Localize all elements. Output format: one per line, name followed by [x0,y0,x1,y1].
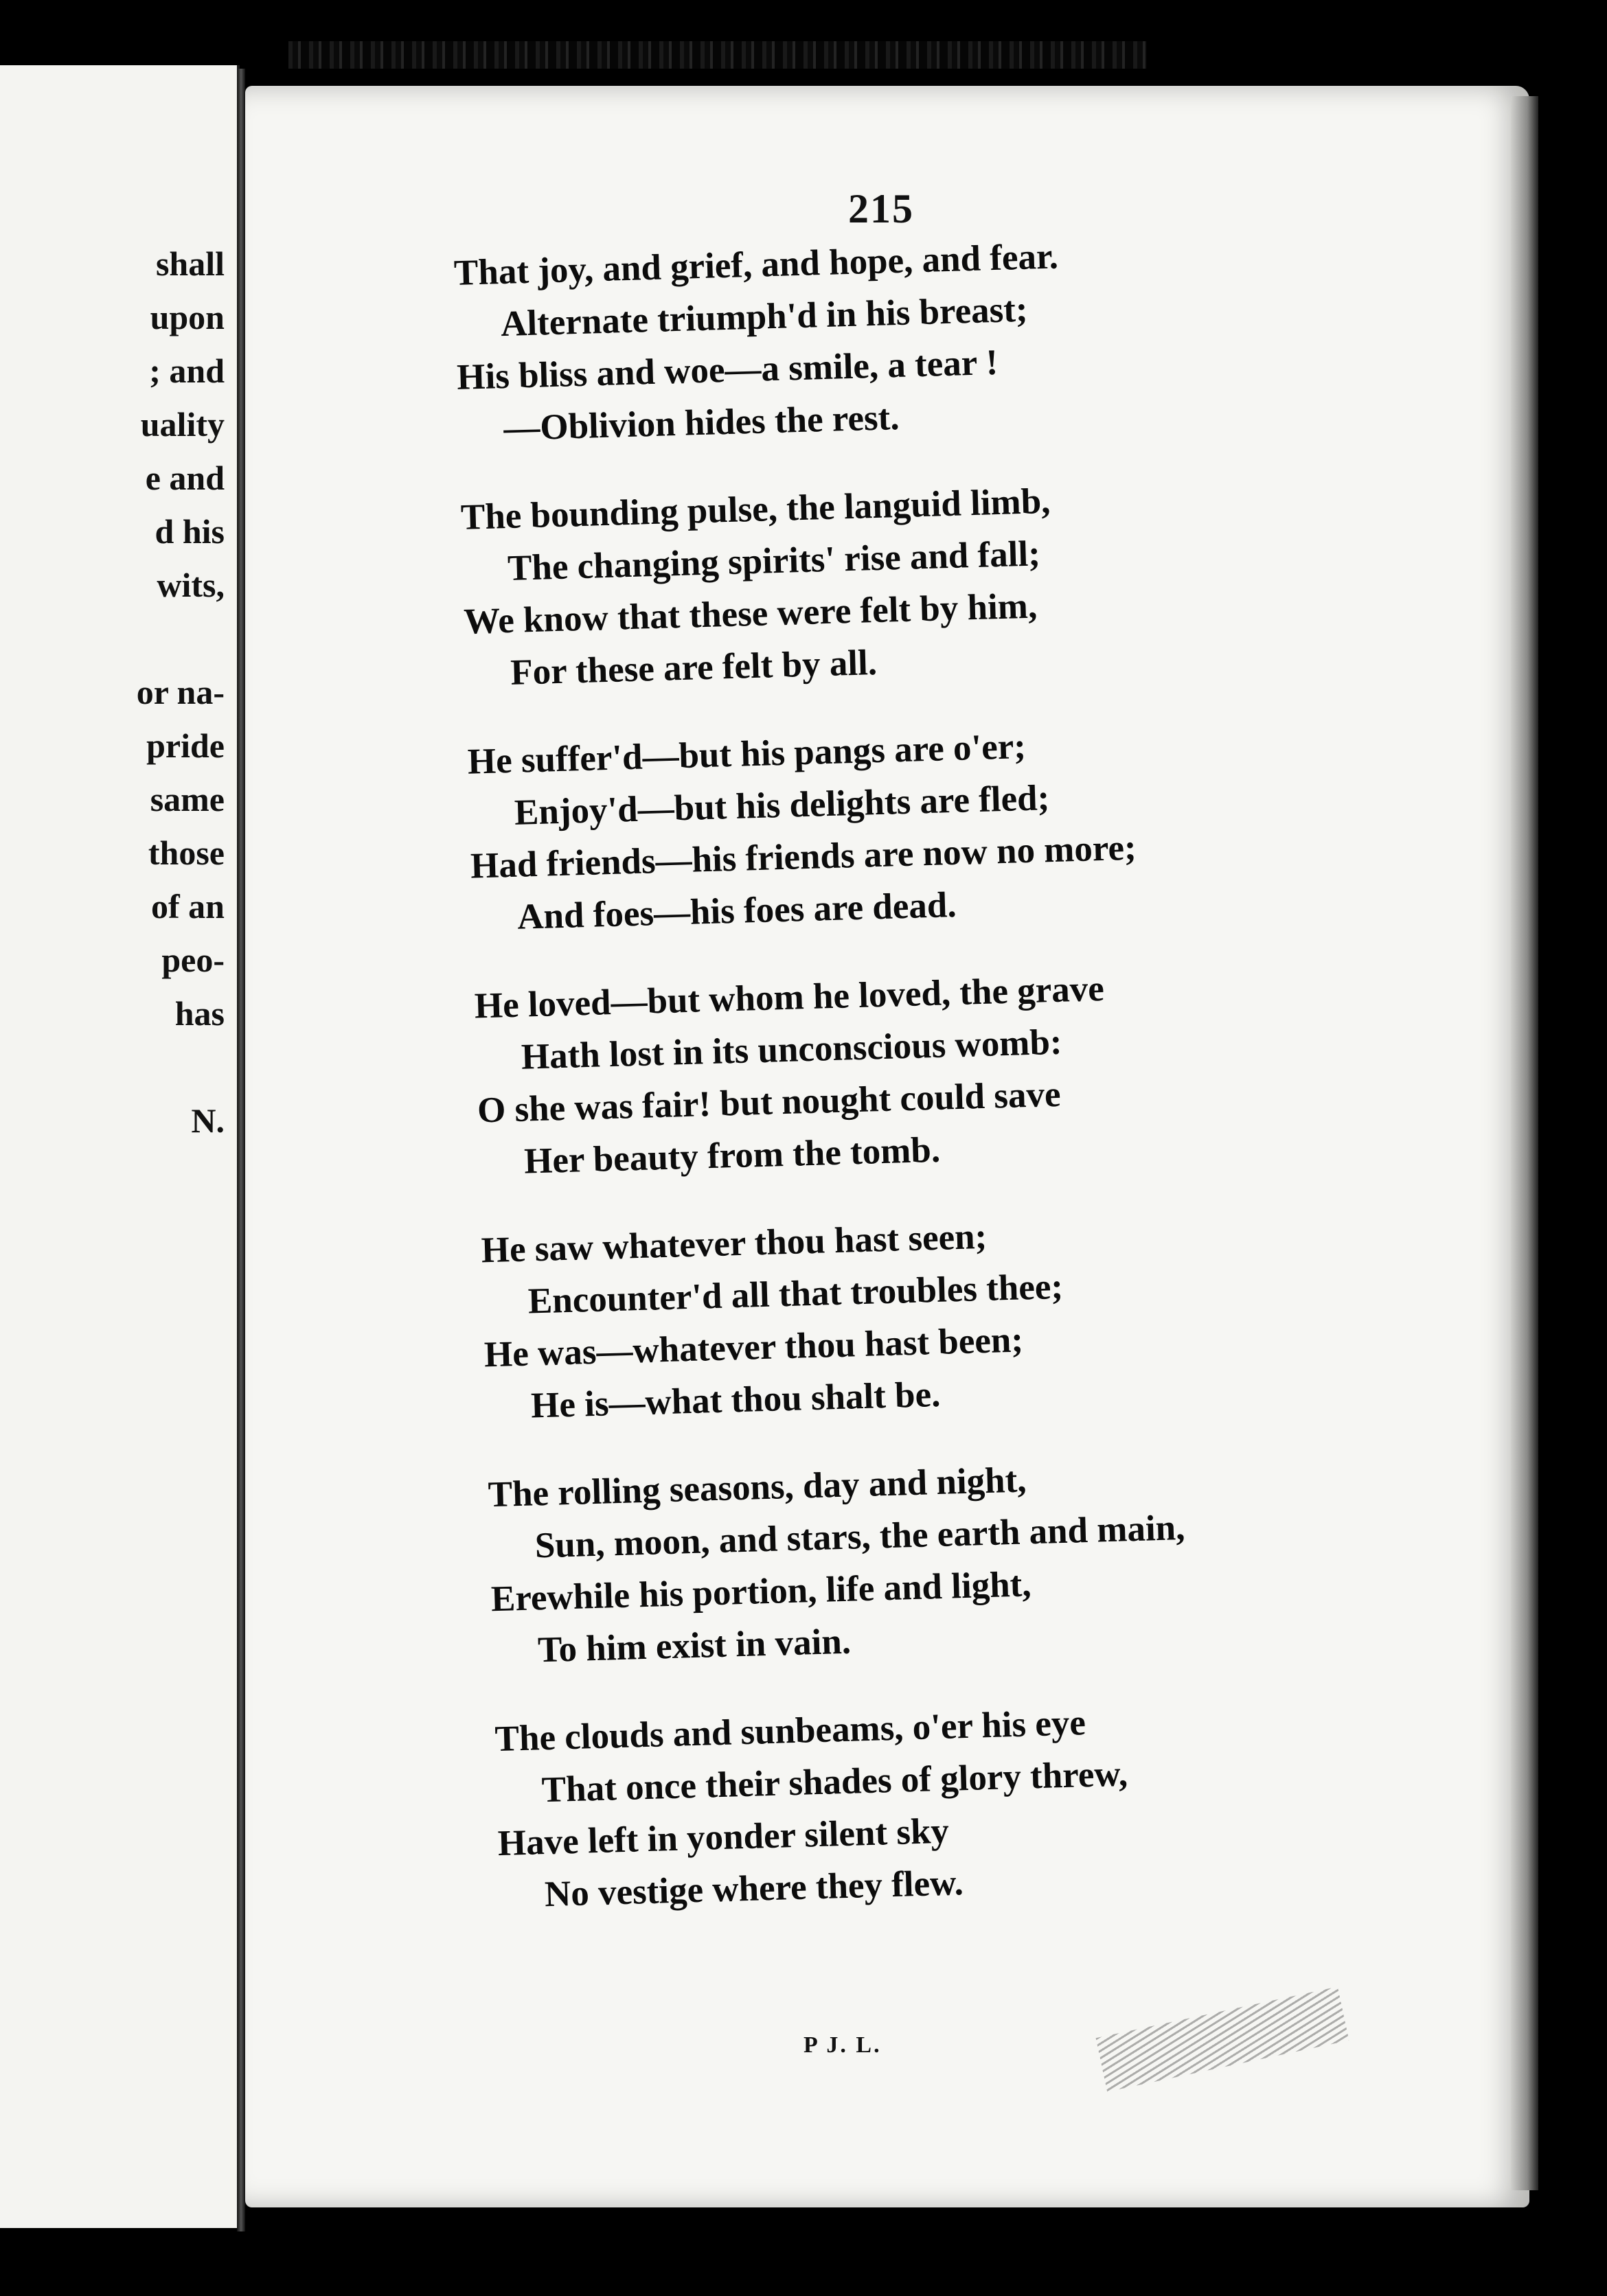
poem-line: He suffer'd—but his pangs are o'er; [467,726,1027,782]
fragment-line: e and [145,459,225,497]
poem-line: No vestige where they flew. [544,1863,964,1915]
poem-line: To him exist in vain. [537,1621,852,1671]
poem-line: Sun, moon, and stars, the earth and main, [534,1507,1186,1566]
fragment-line: those [148,834,225,872]
stanza-5 [481,1199,1379,1433]
poem-line: Hath lost in its unconscious womb: [521,1022,1063,1077]
fragment-line: pride [146,726,225,765]
fragment-line: same [150,780,225,818]
previous-page-text-fragments [137,237,225,1147]
scan-top-border [288,41,1147,69]
poem-line: Her beauty from the tomb. [523,1129,941,1182]
poem-line: He saw whatever thou hast seen; [481,1216,988,1271]
poem-line: Encounter'd all that troubles thee; [527,1266,1064,1322]
stanza-1 [453,222,1352,456]
poem-line: We know that these were felt by him, [463,586,1038,642]
poem-line: He was—whatever thou hast been; [483,1320,1024,1375]
stanza-2 [460,467,1358,700]
book-spine [237,69,245,2231]
poem-line: The clouds and sunbeams, o'er his eye [494,1703,1086,1760]
fragment-line: of an [151,887,225,926]
poem-line: Have left in yonder silent sky [497,1811,950,1864]
fragment-gap [137,1040,225,1094]
stanza-3 [467,711,1365,944]
author-initials: P J. L. [804,2032,882,2058]
page-edge-shadow [1511,96,1538,2190]
fragment-line: uality [140,405,225,444]
fragment-line: peo- [161,941,225,979]
fragment-line: has [174,994,225,1033]
poem-line: That joy, and grief, and hope, and fear. [453,236,1059,293]
poem-line: And foes—his foes are dead. [516,884,957,937]
page-number: 215 [848,186,914,231]
poem-line: Enjoy'd—but his delights are fled; [514,778,1050,833]
poem-line: That once their shades of glory threw, [540,1754,1128,1811]
poem-line: He loved—but whom he loved, the grave [474,968,1105,1026]
poem-line: Erewhile his portion, life and light, [490,1564,1032,1620]
poem-line: Had friends—his friends are now no more; [470,827,1137,886]
poem [453,222,1393,1958]
fragment-line: shall [155,244,225,283]
stanza-6 [488,1444,1386,1677]
fragment-line: wits, [157,566,225,604]
fragment-line: or na- [136,673,225,711]
poem-line: The changing spirits' rise and fall; [507,533,1041,588]
stanza-4 [474,955,1372,1189]
poem-line: He is—what thou shalt be. [530,1374,942,1426]
previous-page-edge [0,65,240,2228]
fragment-gap [137,612,225,665]
poem-line: The rolling seasons, day and night, [487,1460,1027,1515]
poem-line: For these are felt by all. [510,643,878,693]
poem-line: Alternate triumph'd in his breast; [500,289,1029,345]
stanza-7 [494,1688,1393,1922]
poem-line: His bliss and woe—a smile, a tear ! [456,342,999,398]
fragment-line: ; and [149,352,225,390]
fragment-line: upon [150,298,225,336]
fragment-line: d his [155,512,225,551]
poem-line: The bounding pulse, the languid limb, [460,481,1051,538]
fragment-line: N. [191,1101,225,1140]
poem-line: O she was fair! but nought could save [477,1074,1062,1131]
poem-line: —Oblivion hides the rest. [503,397,900,449]
